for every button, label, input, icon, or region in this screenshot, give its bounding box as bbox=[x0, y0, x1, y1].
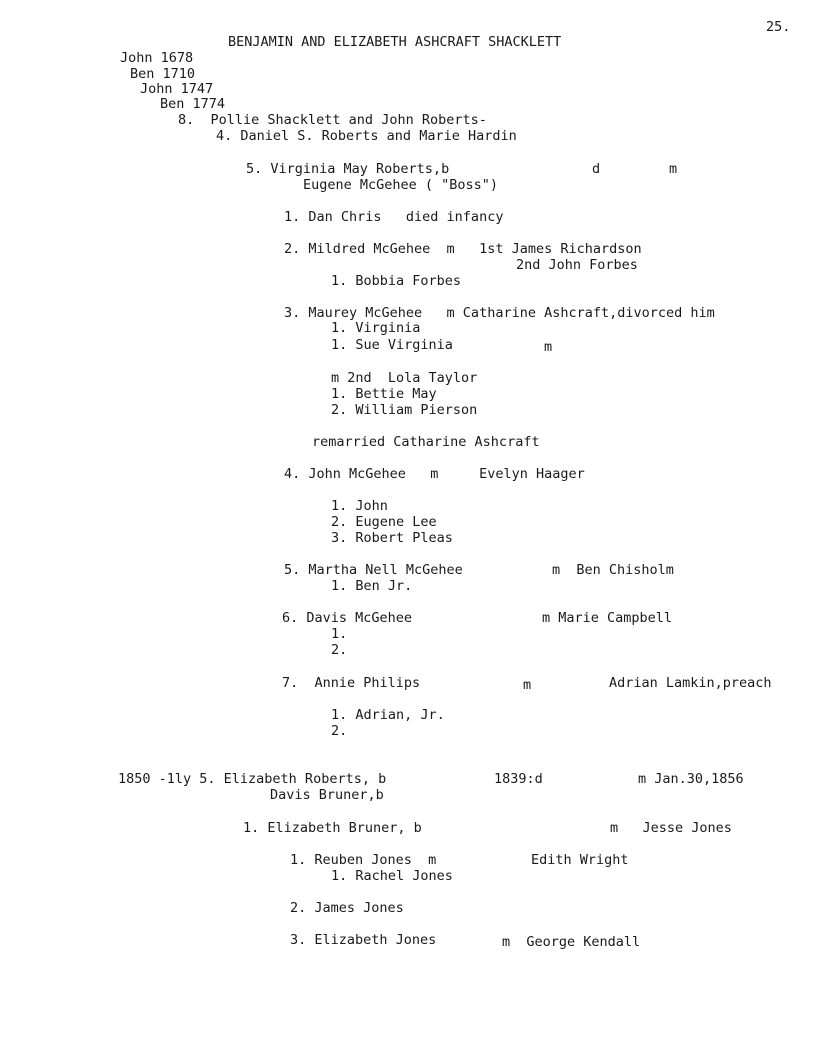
genealogy-line: Edith Wright bbox=[531, 852, 629, 868]
genealogy-line: 2. James Jones bbox=[290, 900, 404, 916]
genealogy-line: 5. Virginia May Roberts,b bbox=[246, 161, 450, 177]
genealogy-line: 1. bbox=[331, 626, 348, 642]
genealogy-line: 1. Dan Chris died infancy bbox=[284, 209, 504, 225]
genealogy-line: 1850 -1ly 5. Elizabeth Roberts, b bbox=[118, 771, 387, 787]
genealogy-line: d bbox=[592, 161, 601, 177]
genealogy-line: Eugene McGehee ( "Boss") bbox=[303, 177, 499, 193]
genealogy-line: m George Kendall bbox=[502, 934, 641, 950]
genealogy-line: 4. John McGehee m Evelyn Haager bbox=[284, 466, 585, 482]
genealogy-line: 4. Daniel S. Roberts and Marie Hardin bbox=[216, 128, 517, 144]
genealogy-line: m bbox=[669, 161, 678, 177]
genealogy-line: 2. Mildred McGehee m 1st James Richardson bbox=[284, 241, 642, 257]
page-number: 25. bbox=[766, 19, 791, 35]
genealogy-line: 1. John bbox=[331, 498, 388, 514]
genealogy-line: m Jan.30,1856 bbox=[638, 771, 744, 787]
genealogy-line: 1. Bettie May bbox=[331, 386, 437, 402]
ancestor-line: Ben 1774 bbox=[160, 96, 226, 112]
genealogy-line: 3. Elizabeth Jones bbox=[290, 932, 437, 948]
genealogy-line: 1839:d bbox=[494, 771, 543, 787]
genealogy-line: 1. Ben Jr. bbox=[331, 578, 413, 594]
genealogy-line: Davis Bruner,b bbox=[270, 787, 384, 803]
genealogy-line: 6. Davis McGehee bbox=[282, 610, 413, 626]
genealogy-line: 1. Reuben Jones m bbox=[290, 852, 437, 868]
genealogy-line: 2. Eugene Lee bbox=[331, 514, 437, 530]
genealogy-line: m bbox=[544, 339, 553, 355]
genealogy-line: 1. Adrian, Jr. bbox=[331, 707, 445, 723]
genealogy-line: 2. William Pierson bbox=[331, 402, 478, 418]
genealogy-line: 3. Robert Pleas bbox=[331, 530, 453, 546]
genealogy-line: 1. Elizabeth Bruner, b bbox=[243, 820, 422, 836]
genealogy-line: 1. Bobbia Forbes bbox=[331, 273, 462, 289]
genealogy-line: 1. Sue Virginia bbox=[331, 337, 453, 353]
genealogy-line: 2. bbox=[331, 642, 348, 658]
genealogy-line: m Marie Campbell bbox=[542, 610, 673, 626]
genealogy-line: 7. Annie Philips bbox=[282, 675, 421, 691]
genealogy-line: 2nd John Forbes bbox=[516, 257, 638, 273]
genealogy-line: 3. Maurey McGehee m Catharine Ashcraft,divorced him bbox=[284, 305, 715, 321]
genealogy-line: 2. bbox=[331, 723, 348, 739]
genealogy-line: m 2nd Lola Taylor bbox=[331, 370, 478, 386]
genealogy-line: Adrian Lamkin,preach bbox=[609, 675, 772, 691]
ancestor-line: Ben 1710 bbox=[130, 66, 196, 82]
genealogy-line: 1. Rachel Jones bbox=[331, 868, 453, 884]
genealogy-line: m bbox=[523, 677, 532, 693]
genealogy-line: 1. Virginia bbox=[331, 320, 421, 336]
ancestor-line: John 1747 bbox=[140, 81, 214, 97]
genealogy-line: m Jesse Jones bbox=[610, 820, 732, 836]
genealogy-line: 8. Pollie Shacklett and John Roberts- bbox=[178, 112, 487, 128]
genealogy-line: 5. Martha Nell McGehee bbox=[284, 562, 463, 578]
page-title: BENJAMIN AND ELIZABETH ASHCRAFT SHACKLETT bbox=[228, 34, 562, 50]
genealogy-line: remarried Catharine Ashcraft bbox=[312, 434, 540, 450]
ancestor-line: John 1678 bbox=[120, 50, 194, 66]
genealogy-line: m Ben Chisholm bbox=[552, 562, 674, 578]
